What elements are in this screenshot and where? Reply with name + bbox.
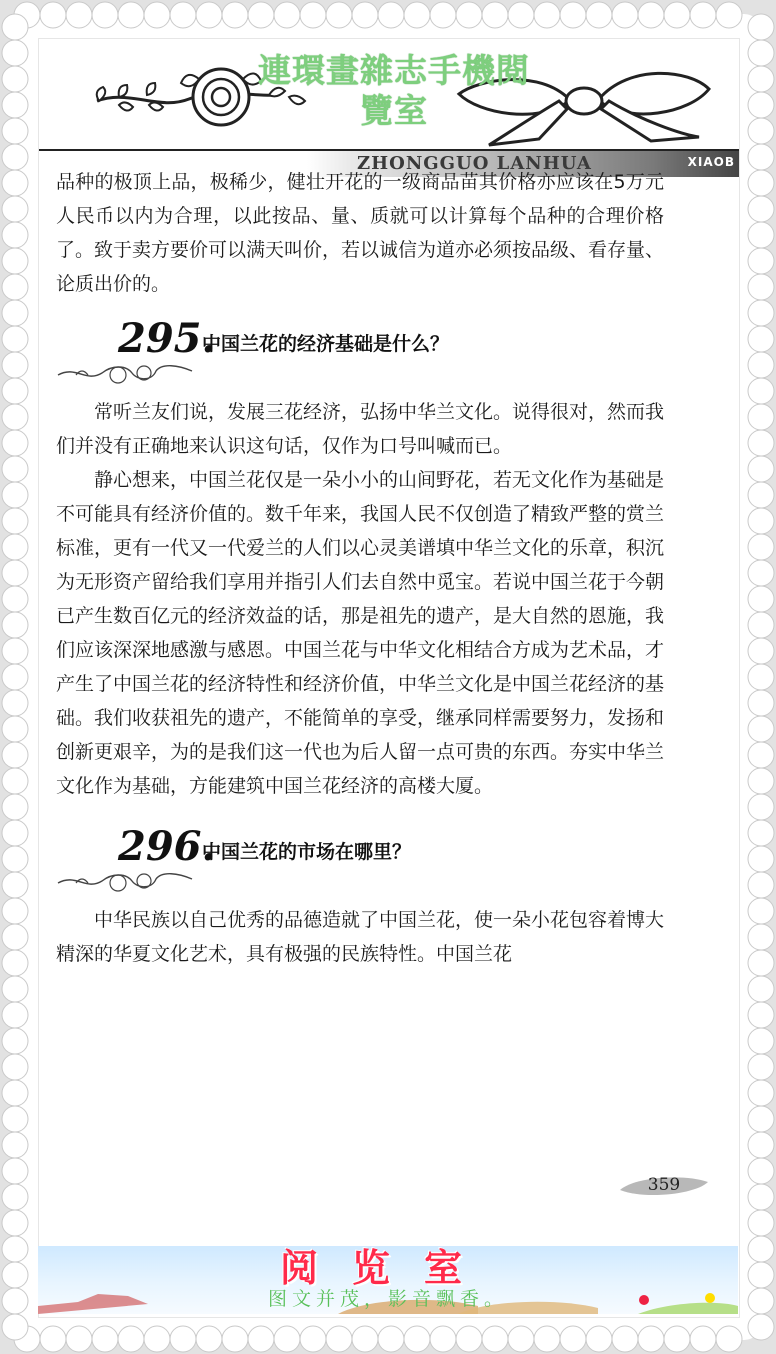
q296-paragraph-1: 中华民族以自己优秀的品德造就了中国兰花，使一朵小花包容着博大精深的华夏文化艺术，具有极强的民族特性。中国兰花 xyxy=(56,909,665,965)
question-title: 中国兰花的经济基础是什么？ xyxy=(202,333,450,355)
page-number: 359 xyxy=(647,1175,681,1195)
header-title xyxy=(229,51,559,131)
header-title-line2: 覽室 xyxy=(360,91,428,130)
question-number: 295. xyxy=(118,315,216,362)
footer-title: 阅览室 xyxy=(279,1246,496,1290)
q295-paragraph-1: 常听兰友们说，发展三花经济，弘扬中华兰文化。说得很对，然而我们并没有正确地来认识这句话，仅作为口号叫喊而已。 xyxy=(56,401,665,457)
content xyxy=(56,165,664,971)
header-strip-tag: XIAOB xyxy=(687,155,735,169)
question-295-heading xyxy=(56,315,664,391)
intro-paragraph: 品种的极顶上品，极稀少，健壮开花的一级商品苗其价格亦应该在5万元人民币以内为合理，以此按品、量、质就可以计算每个品种的合理价格了。致于卖方要价可以满天叫价，若以诚信为道亦必须按品级、看存量、论质出价的。 xyxy=(56,171,665,295)
header-title-line1: 連環畫雜志手機閱 xyxy=(258,51,530,90)
header xyxy=(39,39,739,149)
footer-banner xyxy=(38,1246,738,1314)
question-296-heading xyxy=(56,823,664,899)
header-strip-text: ZHONGGUO LANHUA xyxy=(357,153,592,174)
question-number: 296. xyxy=(118,823,216,870)
flourish-icon xyxy=(56,867,196,893)
flourish-icon xyxy=(56,359,196,385)
footer-subtitle: 图文并茂，影音飘香。 xyxy=(267,1288,508,1310)
page-number-badge xyxy=(616,1172,712,1202)
q295-paragraph-2: 静心想来，中国兰花仅是一朵小小的山间野花，若无文化作为基础是不可能具有经济价值的。数千年来，我国人民不仅创造了精致严整的赏兰标准，更有一代又一代爱兰的人们以心灵美谱填中华兰文化的乐章，积沉为无形资产留给我们享用并指引人们去自然中觅宝。若说中国兰花于今朝已产生数百亿元的经济效益的话，那是祖先的遗产，是大自然的恩施，我们应该深深地感激与感恩。中国兰花与中华文化相结合方成为艺术品，才产生了中国兰花的经济特性和经济价值，中华兰文化是中国兰花经济的基础。我们收获祖先的遗产，不能简单的享受，继承同样需要努力，发扬和创新更艰辛，为的是我们这一代也为后人留一点可贵的东西。夯实中华兰文化作为基础，方能建筑中国兰花经济的高楼大厦。 xyxy=(56,469,665,797)
question-title: 中国兰花的市场在哪里？ xyxy=(202,841,412,863)
